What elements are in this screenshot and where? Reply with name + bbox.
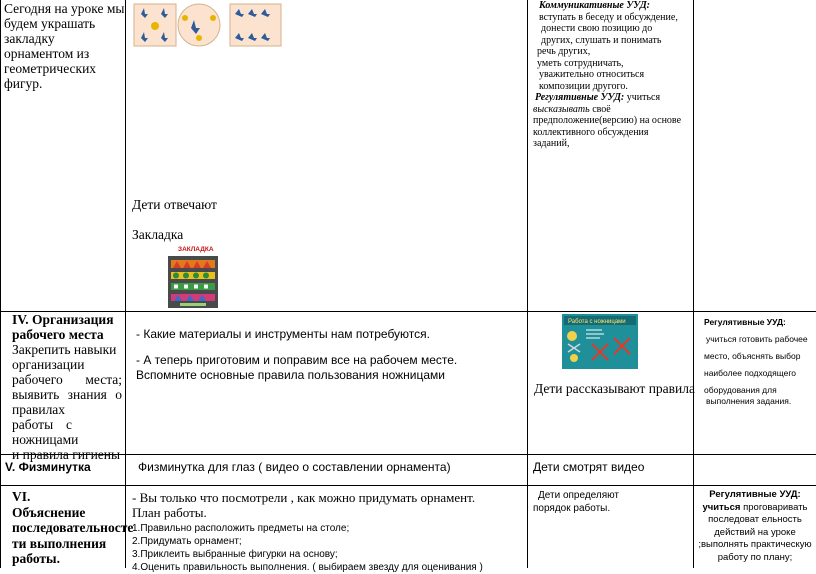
poster-title: Работа с ножницами [568, 319, 626, 325]
children-answer: Дети отвечают [132, 197, 217, 212]
ornament-samples-image [133, 2, 283, 48]
comm-uud-heading: Коммуникативные УУД: [539, 0, 651, 11]
bookmark-label: Закладка [132, 227, 184, 242]
bookmark-caption: ЗАКЛАДКА [178, 246, 214, 253]
row2-uud-heading: Регулятивные УУД: [704, 317, 786, 327]
children-watch-video: Дети смотрят видео [533, 460, 645, 474]
row2-uud-block: Регулятивные УУД: учиться готовить рабочее место, объяснять выбор наиболее подходящего оборудования для выполнения задания. [704, 317, 808, 406]
teacher-question-materials: - Какие материалы и инструменты нам потребуются. [136, 327, 430, 341]
row4-stage-cell: VI. Объяснение последовательносте ти выполнения работы. [12, 489, 134, 566]
scissors-rules-poster [562, 314, 638, 369]
teacher-eye-exercise: Физминутка для глаз ( видео о составлении орнамента) [138, 460, 451, 474]
row1-uud-block: Коммуникативные УУД: вступать в беседу и обсуждение, донести свою позицию до других, слушать и понимать речь других, уметь сотрудничать, уважительно относиться композиции другого. Регулятивные УУД: учиться высказывать своё предположение(версию) на основе коллективного обсуждения заданий, [533, 0, 682, 149]
row4-uud-heading: Регулятивные УУД: [709, 489, 801, 500]
bookmark-image [168, 256, 218, 308]
row4-teacher-cell [132, 490, 483, 574]
reg-uud-heading: Регулятивные УУД: [535, 92, 625, 103]
col-border-3 [693, 0, 694, 568]
row4-uud-block: Регулятивные УУД: учиться проговаривать последоват ельность действий на уроке ;выполнять практическую работу по плану; [698, 489, 812, 563]
plan-step: 2.Придумать орнамент; [132, 536, 242, 547]
work-plan-title: План работы. [132, 505, 207, 520]
row4-children-cell: Дети определяют порядок работы. [533, 490, 620, 514]
plan-step: 1.Правильно расположить предметы на столе; [132, 523, 350, 534]
col-border-0 [0, 0, 1, 568]
children-tell-rules: Дети рассказывают правила [534, 381, 696, 396]
teacher-watched-intro: - Вы только что посмотрели , как можно придумать орнамент. [132, 490, 476, 505]
plan-step: 3.Приклеить выбранные фигурки на основу; [132, 549, 338, 560]
stage-title: IV. Организация [12, 312, 114, 327]
stage-physical-break: V. Физминутка [5, 460, 91, 474]
teacher-prepare-workplace: - А теперь приготовим и поправим все на рабочем месте. [136, 353, 458, 367]
col-border-1 [125, 0, 126, 568]
teacher-scissors-rules: Вспомните основные правила пользования ножницами [136, 368, 445, 382]
row2-stage-cell: IV. Организация рабочего места Закрепить навыки организации рабочего места; выявить знания о правилах работы с ножницами и правила гигиены [12, 312, 122, 462]
col-border-2 [527, 0, 528, 568]
row1-goal-text: Сегодня на уроке мы будем украшать закладку орнаментом из геометрических фигур. [4, 1, 125, 91]
plan-step: 4.Оценить правильность выполнения. ( выбираем звезду для оценивания ) [132, 562, 483, 573]
